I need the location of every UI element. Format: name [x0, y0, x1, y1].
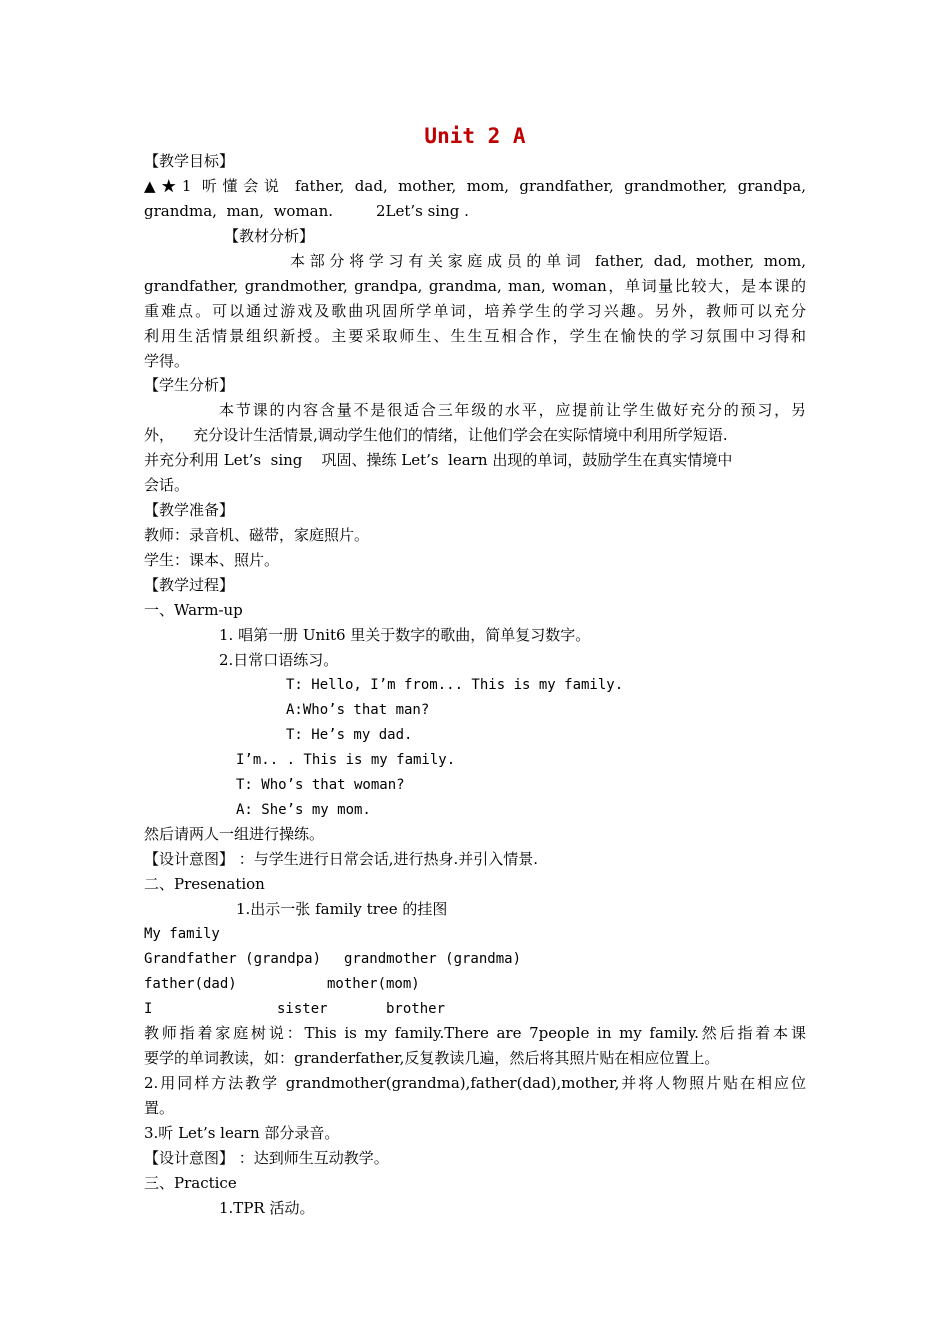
heading-preparation: 【教学准备】: [144, 501, 235, 519]
students-line-2: 外， 充分设计生活情景,调动学生他们的情绪，让他们学会在实际情境中利用所学短语.: [144, 426, 728, 444]
family-tree-sister: sister: [277, 1001, 328, 1017]
dialogue-line: A:Who’s that man?: [286, 702, 430, 718]
dialogue-line: T: He’s my dad.: [286, 727, 413, 743]
warmup-design-intent: 【设计意图】 ：与学生进行日常会话,进行热身.并引入情景.: [144, 850, 539, 868]
family-tree-mother: mother(mom): [327, 976, 420, 992]
heading-material-analysis: 【教材分析】: [224, 227, 315, 245]
family-tree-grandmother: grandmother (grandma): [344, 951, 522, 967]
presentation-paragraph-4: 置。: [144, 1099, 175, 1117]
section-warmup-title: 一、Warm-up: [144, 601, 243, 619]
section-practice-title: 三、Practice: [144, 1174, 237, 1192]
dialogue-line: T: Hello, I’m from... This is my family.: [286, 677, 624, 693]
document-title: Unit 2 A: [424, 124, 526, 148]
students-line-4: 会话。: [144, 476, 190, 494]
goals-line-2: grandma, man, woman. 2Let’s sing .: [144, 202, 469, 220]
warmup-pair-practice: 然后请两人一组进行操练。: [144, 825, 325, 843]
dialogue-line: A: She’s my mom.: [236, 802, 371, 818]
family-tree-grandfather: Grandfather (grandpa): [144, 951, 322, 967]
presentation-paragraph-3: 2.用同样方法教学 grandmother(grandma),father(dad),mother,并将人物照片贴在相应位: [144, 1074, 806, 1092]
presentation-paragraph-2: 要学的单词教读，如：granderfather,反复教读几遍，然后将其照片贴在相应位置上。: [144, 1049, 720, 1067]
goals-line-1: ▲★1 听懂会说 father, dad, mother, mom, grandfather, grandmother, grandpa,: [144, 177, 806, 195]
dialogue-line: I’m.. . This is my family.: [236, 752, 456, 768]
material-line-1: 本部分将学习有关家庭成员的单词 father, dad, mother, mom,: [290, 252, 806, 270]
warmup-item-1: 1. 唱第一册 Unit6 里关于数字的歌曲，简单复习数字。: [219, 626, 591, 644]
presentation-paragraph-5: 3.听 Let’s learn 部分录音。: [144, 1124, 340, 1142]
material-line-4: 利用生活情景组织新授。主要采取师生、生生互相合作，学生在愉快的学习氛围中习得和: [144, 327, 806, 345]
family-tree-i: I: [144, 1001, 153, 1017]
family-tree-brother: brother: [386, 1001, 446, 1017]
material-line-3: 重难点。可以通过游戏及歌曲巩固所学单词，培养学生的学习兴趣。另外，教师可以充分: [144, 302, 806, 320]
section-presentation-title: 二、Presenation: [144, 875, 265, 893]
presentation-paragraph-1: 教师指着家庭树说：This is my family.There are 7people in my family.然后指着本课: [144, 1024, 806, 1042]
dialogue-line: T: Who’s that woman?: [236, 777, 405, 793]
heading-teaching-goals: 【教学目标】: [144, 152, 235, 170]
family-tree-father: father(dad): [144, 976, 237, 992]
heading-student-analysis: 【学生分析】: [144, 376, 235, 394]
prep-teacher: 教师：录音机、磁带，家庭照片。: [144, 526, 370, 544]
material-line-2: grandfather, grandmother, grandpa, grandma, man, woman，单词量比较大，是本课的: [144, 277, 806, 295]
practice-item-1: 1.TPR 活动。: [219, 1199, 315, 1217]
presentation-item-1: 1.出示一张 family tree 的挂图: [236, 900, 448, 918]
students-line-3: 并充分利用 Let’s sing 巩固、操练 Let’s learn 出现的单词，鼓励学生在真实情境中: [144, 451, 733, 469]
prep-student: 学生：课本、照片。: [144, 551, 280, 569]
heading-process: 【教学过程】: [144, 576, 235, 594]
material-line-5: 学得。: [144, 352, 190, 370]
students-line-1: 本节课的内容含量不是很适合三年级的水平，应提前让学生做好充分的预习，另: [219, 401, 806, 419]
presentation-design-intent: 【设计意图】 ：达到师生互动教学。: [144, 1149, 389, 1167]
warmup-item-2: 2.日常口语练习。: [219, 651, 339, 669]
family-tree-title: My family: [144, 926, 220, 942]
